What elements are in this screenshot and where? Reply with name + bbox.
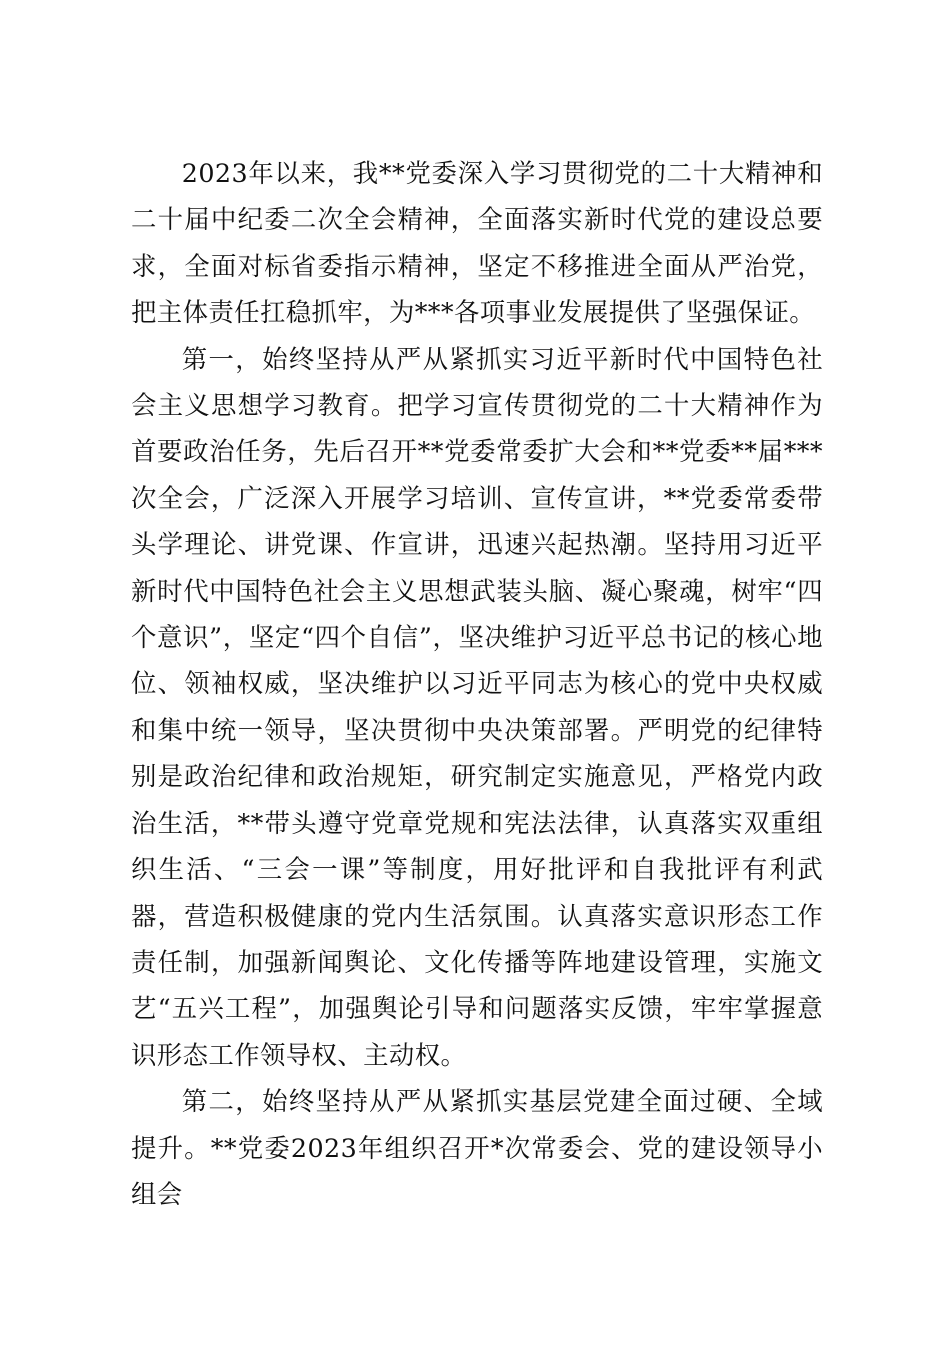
paragraph-intro: 2023年以来，我**党委深入学习贯彻党的二十大精神和二十届中纪委二次全会精神，全面落实新时代党的建设总要求，全面对标省委指示精神，坚定不移推进全面从严治党，把主体责任扛稳抓牢，为***各项事业发展提供了坚强保证。 <box>131 158 823 328</box>
paragraph-first-point: 第一，始终坚持从严从紧抓实习近平新时代中国特色社会主义思想学习教育。把学习宣传贯彻党的二十大精神作为首要政治任务，先后召开**党委常委扩大会和**党委**届***次全会，广泛深入开展学习培训、宣传宣讲，**党委常委带头学理论、讲党课、作宣讲，迅速兴起热潮。坚持用习近平新时代中国特色社会主义思想武装头脑、凝心聚魂，树牢“四个意识”，坚定“四个自信”，坚决维护习近平总书记的核心地位、领袖权威，坚决维护以习近平同志为核心的党中央权威和集中统一领导，坚决贯彻中央决策部署。严明党的纪律特别是政治纪律和政治规矩，研究制定实施意见，严格党内政治生活，**带头遵守党章党规和宪法法律，认真落实双重组织生活、“三会一课”等制度，用好批评和自我批评有利武器，营造积极健康的党内生活氛围。认真落实意识形态工作责任制，加强新闻舆论、文化传播等阵地建设管理，实施文艺“五兴工程”，加强舆论引导和问题落实反馈，牢牢掌握意识形态工作领导权、主动权。 <box>131 343 823 1070</box>
paragraph-second-point: 第二，始终坚持从严从紧抓实基层党建全面过硬、全域提升。**党委2023年组织召开*次常委会、党的建设领导小组会 <box>131 1086 823 1209</box>
document-body <box>131 150 823 1217</box>
